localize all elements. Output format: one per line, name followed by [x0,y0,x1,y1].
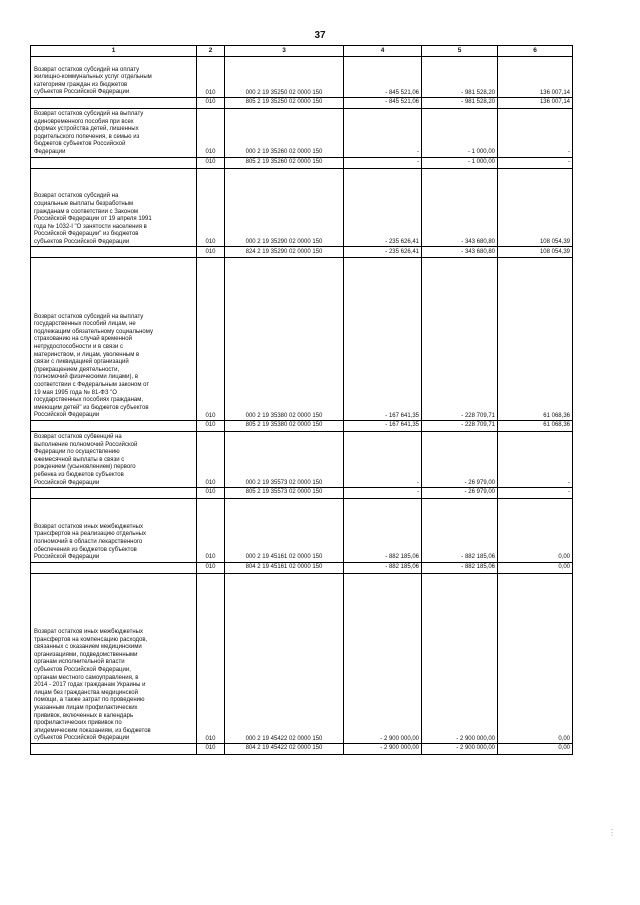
description-line: формах устройства детей, лишенных [34,126,139,133]
description-line: организациями, подведомственными [34,651,138,658]
budget-code-cell: 805 2 19 35380 02 0000 150 [225,420,344,431]
executed-amount-cell: - 981 528,20 [422,97,498,108]
table-row [31,573,573,743]
spacer [34,283,194,291]
approved-amount-cell: - 167 641,35 [344,258,422,420]
approved-amount-cell: - [344,488,422,499]
description-line: имеющим детей" из бюджетов субъектов [34,404,149,411]
row-code-cell: 010 [197,499,225,563]
description-line: Российской Федерации [34,554,100,561]
description-line: родительского попечения, в семью из [34,133,140,140]
description-line: бюджетов субъектов Российской [34,141,126,148]
description-line: Федерации по осуществлению [34,449,120,456]
row-code-cell: 010 [197,488,225,499]
executed-amount-cell: - 882 185,06 [422,499,498,563]
approved-amount-cell: - 235 626,41 [344,247,422,258]
column-header: 4 [344,46,422,57]
spacer [34,291,194,299]
table-row [31,57,573,98]
approved-amount-cell: - 2 900 000,00 [344,573,422,743]
spacer [34,268,194,276]
description-line: страхованию на случай временной [34,336,132,343]
table-subrow [31,743,573,754]
row-code-cell: 010 [197,573,225,743]
description-line: 2014 - 2017 годах гражданам Украины и [34,682,146,689]
unexecuted-amount-cell: 108 054,39 [498,168,573,247]
approved-amount-cell: - [344,431,422,487]
description-line: лицам без гражданства медицинской [34,689,138,696]
empty-cell [31,562,197,573]
description-line: эпидемическим показаниям, из бюджетов [34,727,151,734]
description-line: трансфертов на компенсацию расходов, [34,636,148,643]
description-line: соответствии с Федеральным законом от [34,381,150,388]
approved-amount-cell: - [344,157,422,168]
row-description [31,499,197,563]
description-line: Возврат остатков субсидий на [34,193,119,200]
description-line: Возврат остатков иных межбюджетных [34,523,143,530]
description-line: помощи, а также затрат по проведению [34,697,145,704]
unexecuted-amount-cell: 0,00 [498,573,573,743]
column-header: 3 [225,46,344,57]
description-line: Федерации [34,148,66,155]
executed-amount-cell: - 981 528,20 [422,57,498,98]
empty-cell [31,97,197,108]
row-code-cell: 010 [197,97,225,108]
column-header-row [31,46,573,57]
description-line: органам местного самоуправления, в [34,674,139,681]
spacer [34,621,194,629]
spacer [34,516,194,524]
executed-amount-cell: - 343 680,80 [422,168,498,247]
description-line: Возврат остатков субсидий на выплату [34,313,144,320]
row-code-cell: 010 [197,108,225,157]
description-line: 19 мая 1995 года № 81-ФЗ "О [34,389,117,396]
unexecuted-amount-cell: 0,00 [498,562,573,573]
table-subrow [31,420,573,431]
description-line: обеспечения из бюджетов субъектов [34,546,137,553]
description-line: прививок, включенных в календарь [34,712,134,719]
description-line: указанным лицам профилактических [34,704,138,711]
budget-code-cell: 000 2 19 45422 02 0000 150 [225,573,344,743]
description-line: субъектов Российской Федерации [34,238,130,245]
row-code-cell: 010 [197,168,225,247]
approved-amount-cell: - 882 185,06 [344,562,422,573]
table-row [31,258,573,420]
row-description [31,431,197,487]
description-line: жилищно-коммунальных услуг отдельным [34,74,152,81]
approved-amount-cell: - 845 521,06 [344,57,422,98]
description-line: категориям граждан из бюджетов [34,81,128,88]
approved-amount-cell: - 845 521,06 [344,97,422,108]
row-description [31,108,197,157]
approved-amount-cell: - 167 641,35 [344,420,422,431]
spacer [34,260,194,268]
table-row [31,168,573,247]
description-line: года № 1032-I "О занятости населения в [34,223,147,230]
description-line: ежемесячной выплаты в связи с [34,456,125,463]
executed-amount-cell: - 343 680,80 [422,247,498,258]
spacer [34,171,194,179]
spacer [34,614,194,622]
row-code-cell: 010 [197,431,225,487]
spacer [34,591,194,599]
budget-code-cell: 000 2 19 35380 02 0000 150 [225,258,344,420]
budget-code-cell: 824 2 19 35290 02 0000 150 [225,247,344,258]
table-subrow [31,488,573,499]
row-description [31,573,197,743]
column-header: 5 [422,46,498,57]
row-description [31,258,197,420]
margin-mark: ⋮ [608,828,616,837]
unexecuted-amount-cell: 136 007,14 [498,57,573,98]
unexecuted-amount-cell: - [498,157,573,168]
description-line: субъектов Российской Федерации [34,735,130,742]
executed-amount-cell: - 2 900 000,00 [422,573,498,743]
unexecuted-amount-cell: - [498,488,573,499]
row-description [31,57,197,98]
spacer [34,306,194,314]
description-line: ребенка из бюджетов субъектов [34,471,124,478]
description-line: связанных с оказанием медицинскими [34,644,142,651]
executed-amount-cell: - 26 979,00 [422,431,498,487]
description-line: профилактических прививок по [34,720,122,727]
budget-code-cell: 804 2 19 45422 02 0000 150 [225,743,344,754]
unexecuted-amount-cell: 0,00 [498,499,573,563]
budget-code-cell: 000 2 19 35290 02 0000 150 [225,168,344,247]
table-subrow [31,562,573,573]
table-row [31,499,573,563]
row-code-cell: 010 [197,562,225,573]
description-line: государственных пособий лицам, не [34,321,136,328]
spacer [34,298,194,306]
description-line: выполнение полномочий Российской [34,441,138,448]
budget-code-cell: 000 2 19 35573 02 0000 150 [225,431,344,487]
executed-amount-cell: - 882 185,06 [422,562,498,573]
description-line: социальные выплаты безработным [34,200,134,207]
spacer [34,599,194,607]
column-header: 2 [197,46,225,57]
row-code-cell: 010 [197,57,225,98]
spacer [34,576,194,584]
unexecuted-amount-cell: - [498,108,573,157]
budget-code-cell: 805 2 19 35250 02 0000 150 [225,97,344,108]
spacer [34,509,194,517]
table-subrow [31,247,573,258]
description-line: единовременного пособия при всех [34,118,134,125]
description-line: органам исполнительной власти [34,659,125,666]
spacer [34,276,194,284]
executed-amount-cell: - 2 900 000,00 [422,743,498,754]
budget-code-cell: 000 2 19 35250 02 0000 150 [225,57,344,98]
table-subrow [31,97,573,108]
description-line: (прекращением деятельности, [34,366,120,373]
description-line: Возврат остатков иных межбюджетных [34,629,143,635]
description-line: полномочий в области лекарственного [34,539,143,546]
description-line: субъектов Российской Федерации [34,89,130,96]
description-line: Возврат остатков субвенций на [34,433,122,440]
unexecuted-amount-cell: 136 007,14 [498,97,573,108]
empty-cell [31,420,197,431]
description-line: материнством, и лицам, уволенным в [34,351,140,358]
row-code-cell: 010 [197,258,225,420]
description-line: полномочий физическими лицами), в [34,374,139,381]
unexecuted-amount-cell: - [498,431,573,487]
spacer [34,178,194,186]
spacer [34,583,194,591]
table-row [31,431,573,487]
empty-cell [31,247,197,258]
budget-code-cell: 805 2 19 35260 02 0000 150 [225,157,344,168]
approved-amount-cell: - 2 900 000,00 [344,743,422,754]
unexecuted-amount-cell: 108 054,39 [498,247,573,258]
executed-amount-cell: - 228 709,71 [422,420,498,431]
table-row [31,108,573,157]
description-line: Российской Федерации от 19 апреля 1991 [34,216,152,223]
approved-amount-cell: - [344,108,422,157]
unexecuted-amount-cell: 0,00 [498,743,573,754]
spacer [34,59,194,67]
empty-cell [31,488,197,499]
approved-amount-cell: - 235 626,41 [344,168,422,247]
column-header: 1 [31,46,197,57]
description-line: Российской Федерации [34,479,100,486]
description-line: Российской Федерации" из бюджетов [34,231,139,238]
budget-code-cell: 000 2 19 45161 02 0000 150 [225,499,344,563]
executed-amount-cell: - 1 000,00 [422,108,498,157]
description-line: гражданам в соответствии с Законом [34,208,139,215]
description-line: рождением (усыновлением) первого [34,464,136,471]
empty-cell [31,743,197,754]
budget-table [30,45,573,755]
budget-code-cell: 805 2 19 35573 02 0000 150 [225,488,344,499]
row-code-cell: 010 [197,157,225,168]
spacer [34,606,194,614]
table-subrow [31,157,573,168]
description-line: субъектов Российской Федерации, [34,666,131,673]
row-code-cell: 010 [197,247,225,258]
description-line: трансфертов на реализацию отдельных [34,531,146,538]
description-line: связи с ликвидацией организаций [34,359,129,366]
budget-code-cell: 804 2 19 45161 02 0000 150 [225,562,344,573]
description-line: Возврат остатков субсидий на оплату [34,66,140,73]
description-line: подлежащим обязательному социальному [34,328,153,335]
budget-code-cell: 000 2 19 35260 02 0000 150 [225,108,344,157]
page-number: 37 [314,30,326,41]
description-line: государственных пособиях гражданам, [34,397,144,404]
description-line: Возврат остатков субсидий на выплату [34,110,144,117]
row-code-cell: 010 [197,420,225,431]
row-description [31,168,197,247]
description-line: Российской Федерации [34,412,100,419]
executed-amount-cell: - 228 709,71 [422,258,498,420]
executed-amount-cell: - 1 000,00 [422,157,498,168]
empty-cell [31,157,197,168]
unexecuted-amount-cell: 61 068,36 [498,420,573,431]
approved-amount-cell: - 882 185,06 [344,499,422,563]
spacer [34,501,194,509]
unexecuted-amount-cell: 61 068,36 [498,258,573,420]
row-code-cell: 010 [197,743,225,754]
column-header: 6 [498,46,573,57]
executed-amount-cell: - 26 979,00 [422,488,498,499]
description-line: нетрудоспособности и в связи с [34,344,123,350]
